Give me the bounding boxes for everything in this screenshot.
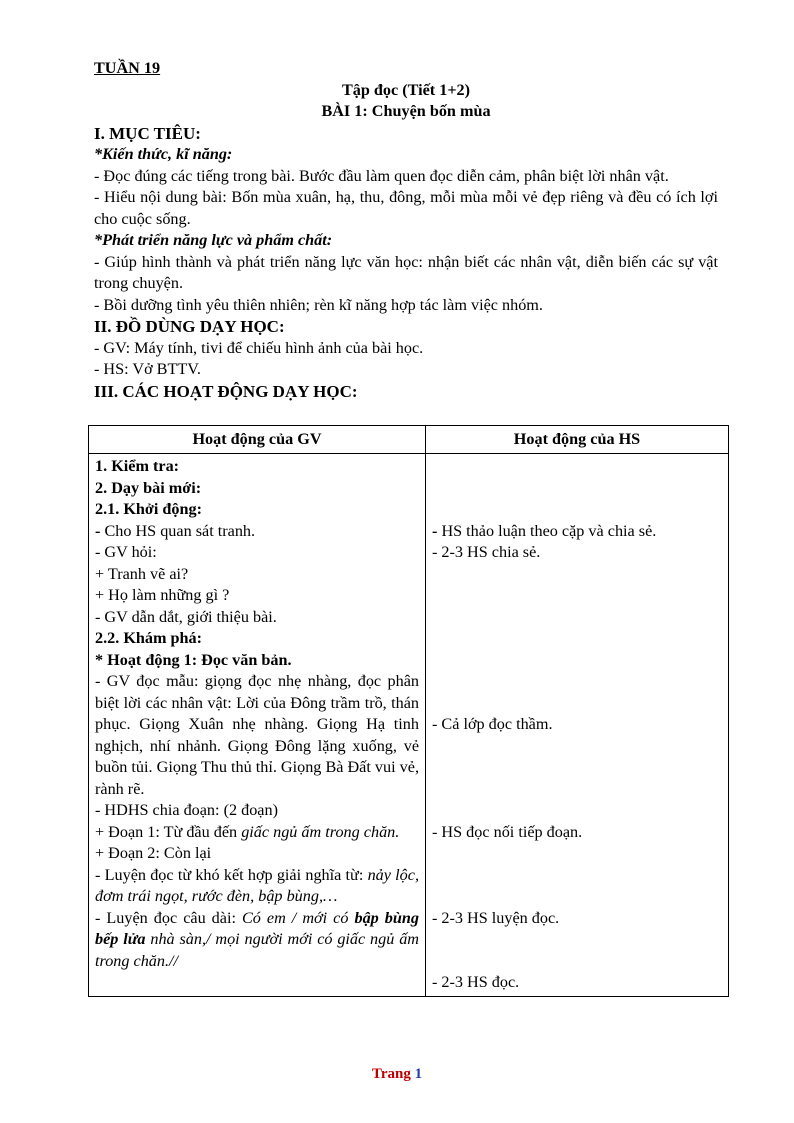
gv-line: - GV hỏi: — [95, 543, 157, 561]
hs-line: - 2-3 HS luyện đọc. — [432, 908, 560, 927]
hs-line: - HS thảo luận theo cặp và chia sẻ. — [432, 521, 657, 540]
section-materials-heading: II. ĐỒ DÙNG DẠY HỌC: — [94, 317, 285, 336]
hs-line: - Cả lớp đọc thầm. — [432, 715, 553, 733]
spacer — [432, 929, 722, 972]
competence-item: - Bồi dưỡng tình yêu thiên nhiên; rèn kĩ năng hợp tác làm việc nhóm. — [94, 295, 543, 314]
hs-line: - 2-3 HS đọc. — [432, 973, 520, 991]
gv-line: + Họ làm những gì ? — [95, 586, 230, 604]
knowledge-item: - Đọc đúng các tiếng trong bài. Bước đầu làm quen đọc diễn cảm, phân biệt lời nhân vật. — [94, 166, 669, 185]
document-body — [94, 58, 718, 402]
hs-line: - HS đọc nối tiếp đoạn. — [432, 822, 583, 841]
page-number: 1 — [414, 1066, 423, 1082]
gv-line: - GV dẫn dắt, giới thiệu bài. — [95, 607, 277, 626]
knowledge-item: - Hiểu nội dung bài: Bốn mùa xuân, hạ, thu, đông, mỗi mùa mỗi vẻ đẹp riêng và đều có ích lợi cho cuộc sống. — [94, 188, 718, 228]
gv-step: * Hoạt động 1: Đọc văn bản. — [95, 650, 292, 669]
page-footer — [0, 1066, 794, 1083]
gv-line: + Đoạn 1: Từ đầu đến giấc ngủ ấm trong chăn. — [95, 822, 400, 841]
column-header-student: Hoạt động của HS — [426, 426, 729, 454]
hs-line: - 2-3 HS chia sẻ. — [432, 543, 541, 561]
spacer — [432, 456, 722, 521]
gv-line: - HDHS chia đoạn: (2 đoạn) — [95, 801, 278, 819]
gv-line: - Luyện đọc từ khó kết hợp giải nghĩa từ: nảy lộc, đơm trái ngọt, rước đèn, bập bùng,… — [95, 865, 419, 905]
spacer — [432, 843, 722, 908]
lesson-title: BÀI 1: Chuyện bốn mùa — [321, 102, 491, 120]
gv-step: 2.2. Khám phá: — [95, 629, 203, 647]
gv-line: + Tranh vẽ ai? — [95, 564, 189, 583]
gv-line: + Đoạn 2: Còn lại — [95, 844, 212, 862]
section-activities-heading: III. CÁC HOẠT ĐỘNG DẠY HỌC: — [94, 381, 358, 401]
student-activities-cell — [426, 454, 729, 997]
spacer — [432, 564, 722, 715]
gv-step: 1. Kiểm tra: — [95, 457, 180, 475]
gv-step: 2.1. Khởi động: — [95, 500, 203, 518]
competence-item: - Giúp hình thành và phát triển năng lực văn học: nhận biết các nhân vật, diễn biến các sự vật trong chuyện. — [94, 252, 718, 292]
materials-item: - HS: Vở BTTV. — [94, 360, 201, 378]
gv-step: 2. Dạy bài mới: — [95, 478, 202, 497]
knowledge-heading: *Kiến thức, kĩ năng: — [94, 145, 233, 163]
week-label: TUẦN 19 — [94, 59, 161, 77]
page-label: Trang — [371, 1066, 411, 1082]
competence-heading: *Phát triển năng lực và phẩm chất: — [94, 231, 333, 249]
table-header-row — [89, 426, 729, 454]
subject-title: Tập đọc (Tiết 1+2) — [341, 80, 471, 99]
materials-item: - GV: Máy tính, tivi để chiếu hình ảnh của bài học. — [94, 338, 424, 357]
gv-line: - Luyện đọc câu dài: Có em / mới có bập bùng bếp lửa nhà sàn,/ mọi người mới có giấc ngủ ấm trong chăn.// — [95, 908, 419, 970]
teacher-activities-cell — [89, 454, 426, 997]
column-header-teacher: Hoạt động của GV — [89, 426, 426, 454]
activities-table — [88, 425, 729, 997]
gv-line: - Cho HS quan sát tranh. — [95, 521, 256, 540]
spacer — [432, 736, 722, 822]
section-objectives-heading: I. MỤC TIÊU: — [94, 123, 201, 143]
table-row — [89, 454, 729, 997]
gv-line: - GV đọc mẫu: giọng đọc nhẹ nhàng, đọc phân biệt lời các nhân vật: Lời của Đông trầm trồ, thán phục. Giọng Xuân nhẹ nhàng. Giọng Hạ tinh nghịch, nhí nhảnh. Giọng Đông lặng xuống, vẻ buồn tủi. Giọng Thu thủ thỉ. Giọng Bà Đất vui vẻ, rành rẽ. — [95, 672, 419, 798]
